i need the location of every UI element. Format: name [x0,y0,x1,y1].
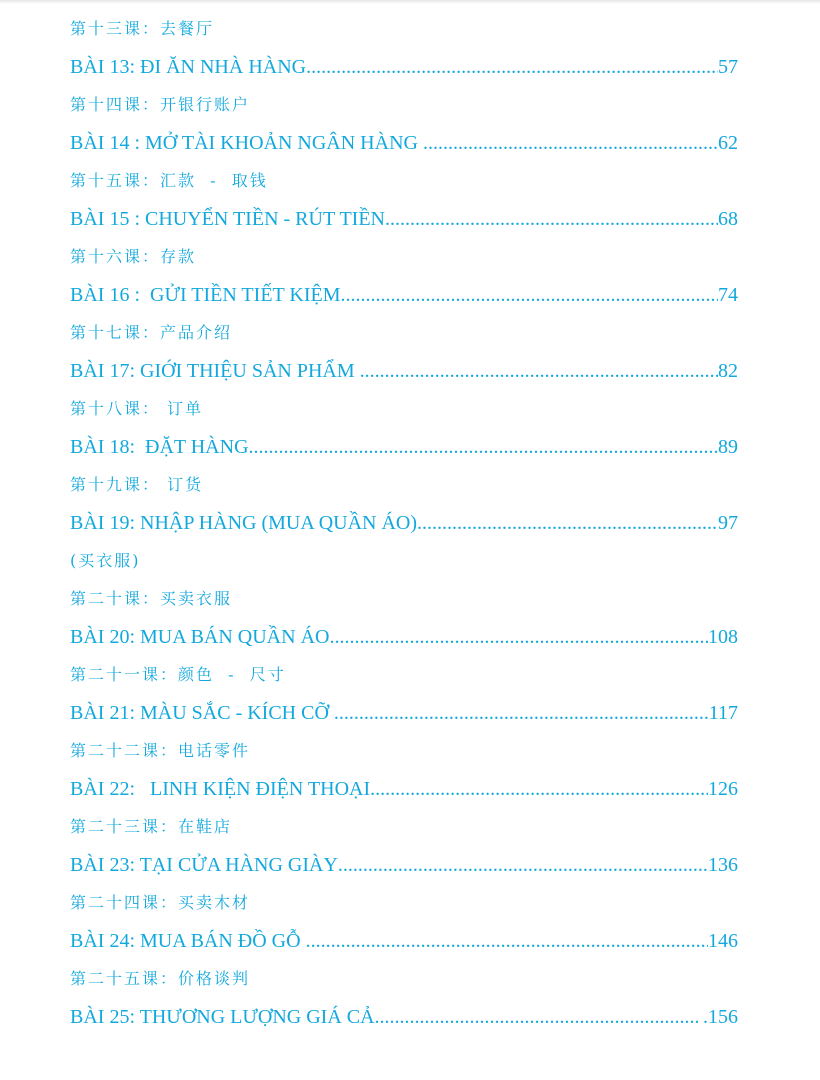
chinese-lesson-heading: 第十五课：汇款 - 取钱 [70,171,268,190]
dot-leader [423,124,718,162]
page-top-edge [0,0,820,4]
lesson-title: BÀI 13: ĐI ĂN NHÀ HÀNG [70,56,307,78]
toc-entry-row[interactable] [70,694,738,732]
page-number: 82 [718,360,738,382]
toc-entry-row[interactable] [70,276,738,314]
lesson-title: BÀI 22: LINH KIỆN ĐIỆN THOẠI [70,778,371,800]
page-number: 136 [708,854,738,876]
page-number: 108 [708,626,738,648]
page-number: 117 [708,702,738,724]
lesson-title: BÀI 19: NHẬP HÀNG (MUA QUẦN ÁO) [70,512,418,534]
dot-leader [385,200,718,238]
dot-leader [329,618,708,656]
page-number: 126 [708,778,738,800]
toc-entry-row[interactable] [70,352,738,390]
dot-leader [306,922,708,960]
chinese-lesson-heading: 第二十一课：颜色 - 尺寸 [70,665,286,684]
toc-entry-row[interactable] [70,998,738,1036]
toc-entry-row[interactable] [70,428,738,466]
chinese-lesson-heading: 第十七课：产品介绍 [70,323,233,342]
chinese-lesson-heading: 第二十课：买卖衣服 [70,589,233,608]
toc-entry-row[interactable] [70,124,738,162]
page-number: 89 [718,436,738,458]
toc-entry-row[interactable] [70,618,738,656]
dot-leader [417,504,718,542]
toc-entry-row[interactable] [70,48,738,86]
chinese-lesson-heading: 第十六课：存款 [70,247,197,266]
lesson-title: BÀI 20: MUA BÁN QUẦN ÁO [70,626,330,648]
lesson-title: BÀI 14 : MỞ TÀI KHOẢN NGÂN HÀNG [70,132,423,154]
page-number: 97 [718,512,738,534]
toc-entry-row[interactable] [70,770,738,808]
lesson-title: BÀI 24: MUA BÁN ĐỒ GỖ [70,930,306,952]
chinese-lesson-heading: 第二十三课：在鞋店 [70,817,233,836]
lesson-title: BÀI 18: ĐẶT HÀNG [70,436,249,458]
toc-entry-row[interactable] [70,200,738,238]
dot-leader [341,276,719,314]
chinese-lesson-heading: 第二十四课：买卖木材 [70,893,251,912]
dot-leader [306,48,718,86]
chinese-lesson-heading: (买衣服) [70,551,141,570]
dot-leader [370,770,708,808]
dot-leader [375,998,698,1036]
dot-leader [338,846,708,884]
chinese-lesson-heading: 第十四课：开银行账户 [70,95,251,114]
page-number: 57 [718,56,738,78]
toc-entry-row[interactable] [70,846,738,884]
dot-leader [334,694,709,732]
chinese-lesson-heading: 第十三课：去餐厅 [70,19,215,38]
page-number: 74 [718,284,738,306]
toc-entry-row[interactable] [70,922,738,960]
dot-leader [360,352,718,390]
toc-entry-row[interactable] [70,504,738,542]
lesson-title: BÀI 17: GIỚI THIỆU SẢN PHẨM [70,360,360,382]
chinese-lesson-heading: 第二十五课：价格谈判 [70,969,251,988]
dot-leader [249,428,718,466]
page-number: 146 [708,930,738,952]
chinese-lesson-heading: 第十九课： 订货 [70,475,204,494]
lesson-title: BÀI 21: MÀU SẮC - KÍCH CỠ [70,702,334,724]
lesson-title: BÀI 23: TẠI CỬA HÀNG GIÀY [70,854,338,876]
page-number: 68 [718,208,738,230]
lesson-title: BÀI 15 : CHUYỂN TIỀN - RÚT TIỀN [70,208,385,230]
chinese-lesson-heading: 第十八课： 订单 [70,399,204,418]
page-number: 62 [718,132,738,154]
table-of-contents [70,10,738,1036]
lesson-title: BÀI 16 : GỬI TIỀN TIẾT KIỆM [70,284,341,306]
lesson-title: BÀI 25: THƯƠNG LƯỢNG GIÁ CẢ [70,1006,375,1028]
page-number: .156 [698,1006,738,1028]
chinese-lesson-heading: 第二十二课：电话零件 [70,741,251,760]
